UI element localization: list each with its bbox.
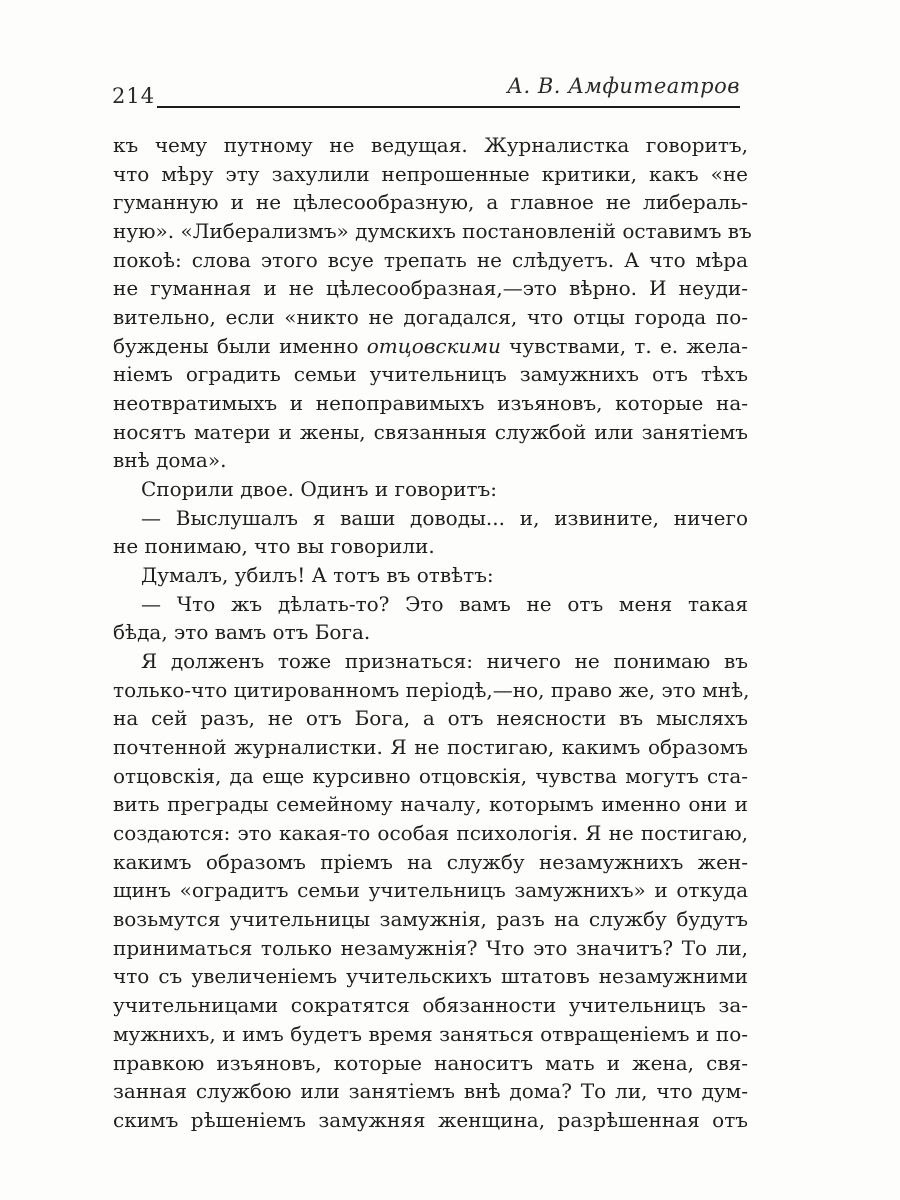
text-line: что съ увеличеніемъ учительскихъ штатовъ незамужними [113,964,748,989]
text-line: создаются: это какая-то особая психологія. Я не постигаю, [113,821,748,846]
text-line: вить преграды семейному началу, которымъ именно они и [113,792,748,817]
text-line: какимъ образомъ пріемъ на службу незамужнихъ жен- [113,849,748,874]
text-line: только-что цитированномъ періодѣ,—но, право же, это мнѣ, [113,677,750,702]
text-line: — Выслушалъ я ваши доводы... и, извините, ничего [141,505,748,530]
text-line: мужнихъ, и имъ будетъ время заняться отвращеніемъ и по- [113,1021,748,1046]
page-number: 214 [112,84,156,108]
text-line: правкою изъяновъ, которые наноситъ мать и жена, свя- [113,1050,748,1075]
text-line: Спорили двое. Одинъ и говоритъ: [141,477,497,502]
text-line: буждены были именно отцовскими чувствами, т. е. жела- [113,333,748,358]
text-line: Думалъ, убилъ! А тотъ въ отвѣтъ: [141,563,494,588]
text-line: покоѣ: слова этого всуе трепать не слѣдуетъ. А что мѣра [113,247,748,272]
text-line: бѣда, это вамъ отъ Бога. [113,620,371,645]
text-line: не понимаю, что вы говорили. [113,534,435,559]
text-line: учительницами сократятся обязанности учительницъ за- [113,993,748,1018]
text-line: Я долженъ тоже признаться: ничего не понимаю въ [141,649,748,674]
header-rule [157,106,740,108]
text-block [113,131,752,1135]
running-header-author: А. В. Амфитеатров [507,74,740,98]
text-line: гуманную и не цѣлесообразную, а главное не либераль- [113,190,748,215]
text-line: вительно, если «никто не догадался, что отцы города по- [113,305,748,330]
text-line: къ чему путному не ведущая. Журналистка говоритъ, [113,133,748,157]
text-line: почтенной журналистки. Я не постигаю, какимъ образомъ [113,735,748,760]
text-line: — Что жъ дѣлать-то? Это вамъ не отъ меня такая [141,591,748,616]
text-line: неотвратимыхъ и непоправимыхъ изъяновъ, которые на- [113,391,748,416]
text-line: что мѣру эту захулили непрошенные критики, какъ «не [113,161,748,186]
text-line: отцовскія, да еще курсивно отцовскія, чувства могутъ ста- [113,763,748,788]
text-line: ную». «Либерализмъ» думскихъ постановленій оставимъ въ [113,219,752,244]
text-line: носятъ матери и жены, связанныя службой или занятіемъ [113,419,748,444]
text-line: возьмутся учительницы замужнія, разъ на службу будутъ [113,907,748,932]
text-line: ніемъ оградить семьи учительницъ замужнихъ отъ тѣхъ [113,362,748,387]
text-line: скимъ рѣшеніемъ замужняя женщина, разрѣшенная отъ [113,1107,748,1132]
text-line: на сей разъ, не отъ Бога, а отъ неясности въ мысляхъ [113,706,748,731]
text-line: занная службою или занятіемъ внѣ дома? То ли, что дум- [113,1079,748,1104]
text-line: внѣ дома». [113,448,227,473]
text-line: щинъ «оградитъ семьи учительницъ замужнихъ» и откуда [113,878,748,903]
text-line: не гуманная и не цѣлесообразная,—это вѣрно. И неуди- [113,276,748,301]
text-line: приниматься только незамужнія? Что это значитъ? То ли, [113,935,748,960]
